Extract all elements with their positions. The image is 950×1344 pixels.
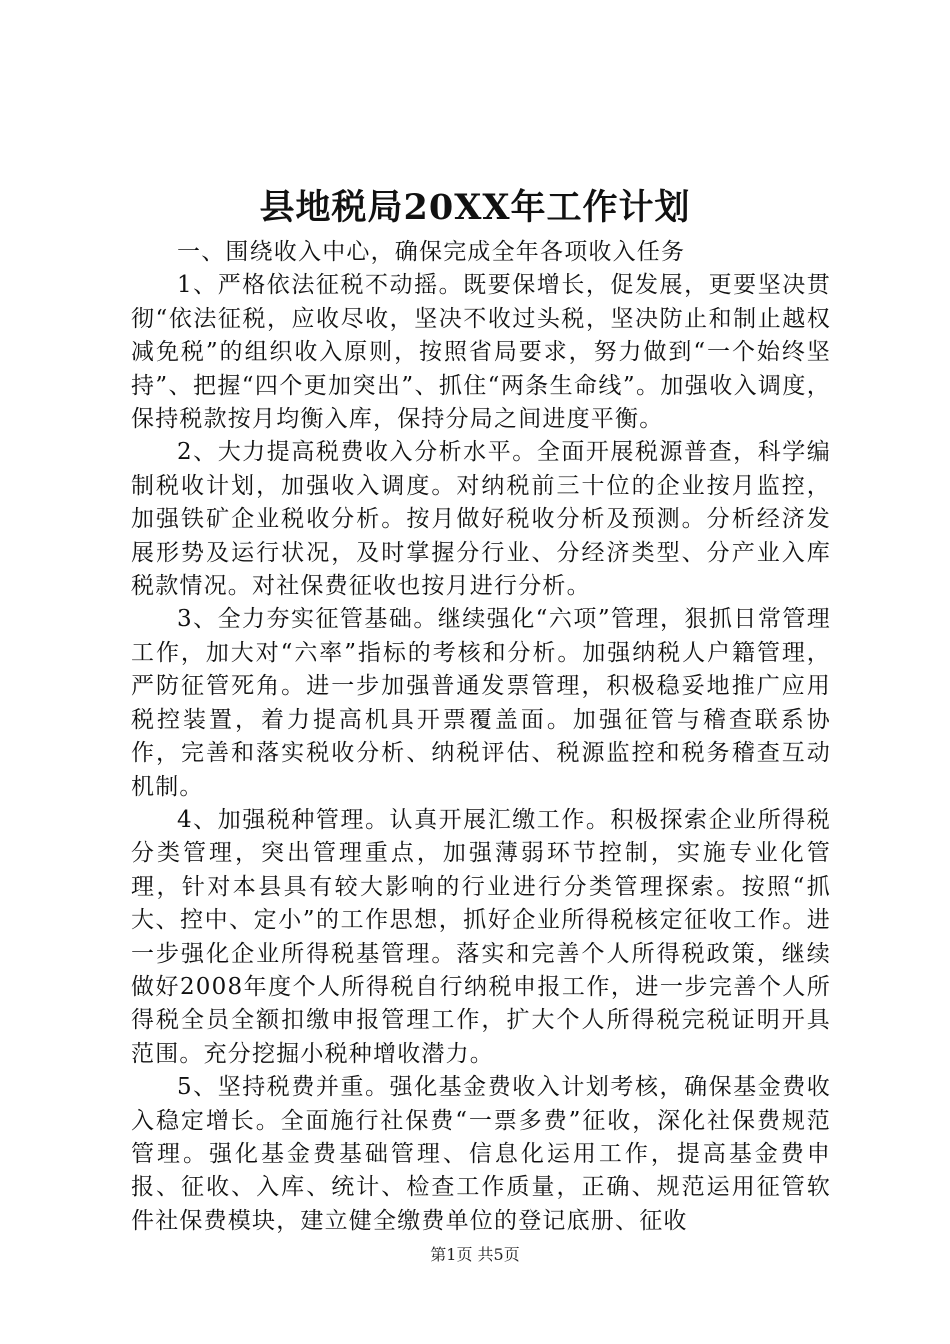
document-body	[131, 236, 831, 1238]
document-title: 县地税局20XX年工作计划	[259, 187, 691, 228]
paragraph-4: 4、加强税种管理。认真开展汇缴工作。积极探索企业所得税分类管理，突出管理重点，加强薄弱环节控制，实施专业化管理，针对本县具有较大影响的行业进行分类管理探索。按照“抓大、控中、定小”的工作思想，抓好企业所得税核定征收工作。进一步强化企业所得税基管理。落实和完善个人所得税政策，继续做好2008年度个人所得税自行纳税申报工作，进一步完善个人所得税全员全额扣缴申报管理工作，扩大个人所得税完税证明开具范围。充分挖掘小税种增收潜力。	[131, 806, 831, 1067]
page-number-footer: 第1页 共5页	[430, 1245, 520, 1264]
paragraph-5: 5、坚持税费并重。强化基金费收入计划考核，确保基金费收入稳定增长。全面施行社保费“一票多费”征收，深化社保费规范管理。强化基金费基础管理、信息化运用工作，提高基金费申报、征收、入库、统计、检查工作质量，正确、规范运用征管软件社保费模块，建立健全缴费单位的登记底册、征收	[131, 1074, 831, 1234]
paragraph-1: 1、严格依法征税不动摇。既要保增长，促发展，更要坚决贯彻“依法征税，应收尽收，坚决不收过头税，坚决防止和制止越权减免税”的组织收入原则，按照省局要求，努力做到“一个始终坚持”、把握“四个更加突出”、抓住“两条生命线”。加强收入调度，保持税款按月均衡入库，保持分局之间进度平衡。	[131, 272, 831, 433]
section-heading: 一、围绕收入中心，确保完成全年各项收入任务	[177, 239, 686, 265]
paragraph-3: 3、全力夯实征管基础。继续强化“六项”管理，狠抓日常管理工作，加大对“六率”指标的考核和分析。加强纳税人户籍管理，严防征管死角。进一步加强普通发票管理，积极稳妥地推广应用税控装置，着力提高机具开票覆盖面。加强征管与稽查联系协作，完善和落实税收分析、纳税评估、税源监控和税务稽查互动机制。	[131, 606, 831, 800]
paragraph-2: 2、大力提高税费收入分析水平。全面开展税源普查，科学编制税收计划，加强收入调度。对纳税前三十位的企业按月监控，加强铁矿企业税收分析。按月做好税收分析及预测。分析经济发展形势及运行状况，及时掌握分行业、分经济类型、分产业入库税款情况。对社保费征收也按月进行分析。	[131, 439, 831, 600]
